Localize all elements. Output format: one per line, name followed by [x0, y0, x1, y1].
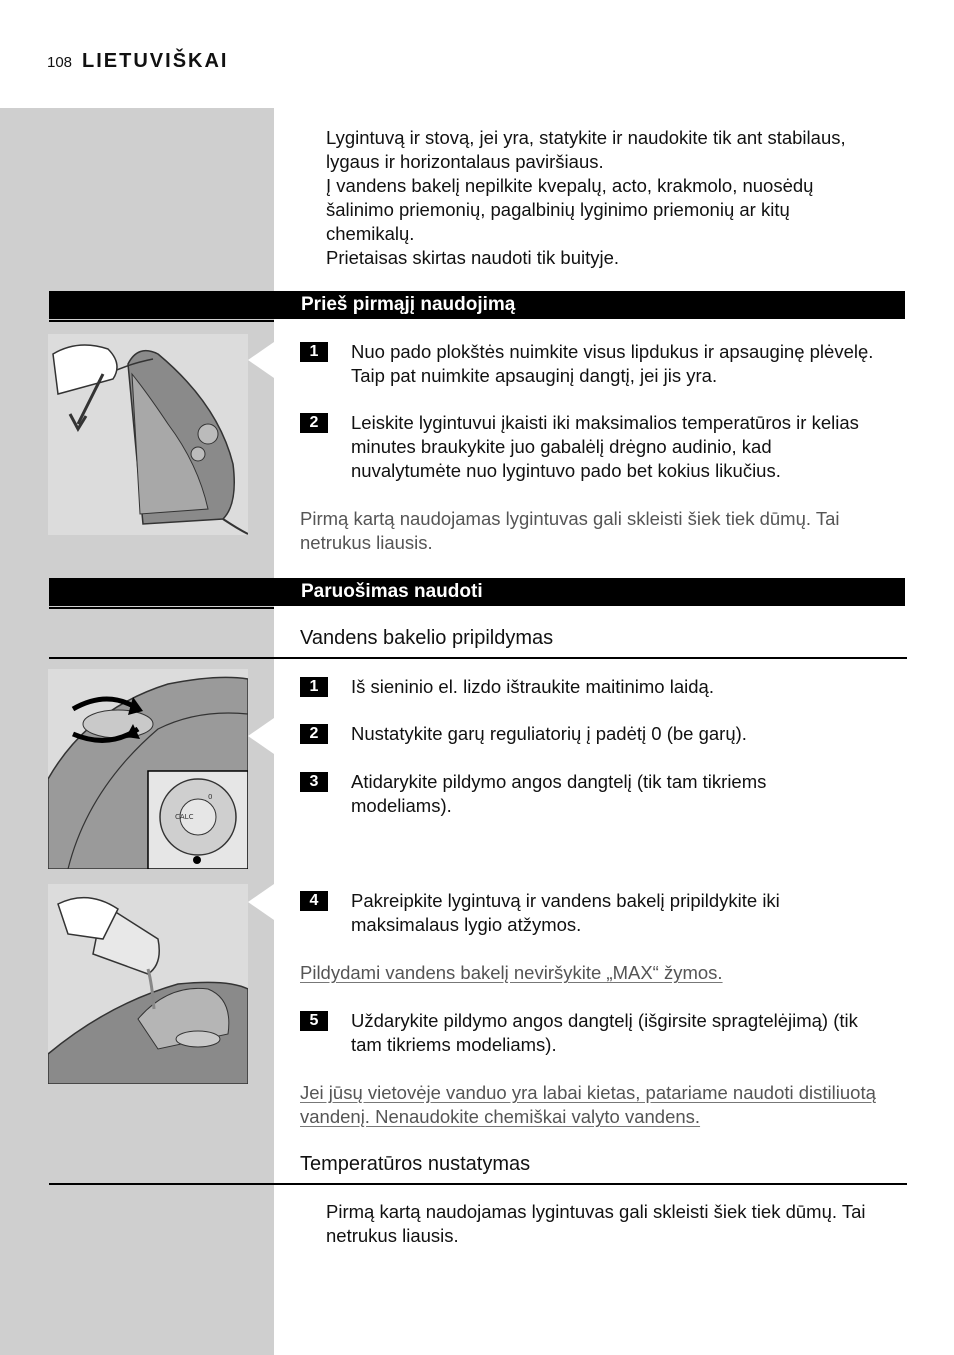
step-item: [300, 675, 906, 699]
step-line: Nustatykite garų reguliatorių į padėtį 0 (be garų).: [351, 723, 747, 744]
step-line: modeliams).: [351, 795, 452, 816]
step-number: 4: [300, 891, 328, 911]
step-text: [351, 1009, 906, 1057]
divider: [49, 1183, 907, 1185]
note-line: Jei jūsų vietovėje vanduo yra labai kietas, patariame naudoti distiliuotą: [300, 1082, 876, 1103]
step-line: Uždarykite pildymo angos dangtelį (išgirsite spragtelėjimą) (tik: [351, 1010, 858, 1031]
intro-text: [326, 126, 846, 270]
intro-line: lygaus ir horizontalaus paviršiaus.: [326, 151, 604, 172]
intro-line: Prietaisas skirtas naudoti tik buityje.: [326, 247, 620, 268]
final-note: [326, 1200, 865, 1248]
iron-fill-illustration: [48, 884, 248, 1084]
step-line: minutes braukykite juo gabalėlį drėgno audinio, kad: [351, 436, 772, 457]
step-line: Leiskite lygintuvui įkaisti iki maksimalios temperatūros ir kelias: [351, 412, 859, 433]
pointer-tab: [248, 342, 274, 378]
section-bar-before-first-use: [49, 291, 905, 319]
step-item: [300, 889, 906, 937]
illustration-remove-stickers: [48, 334, 248, 535]
note-hard-water: [300, 1081, 876, 1129]
step-line: Atidarykite pildymo angos dangtelį (tik tam tikriems: [351, 771, 767, 792]
warning-max-level: [300, 961, 723, 985]
iron-dial-illustration: [48, 669, 248, 869]
step-line: Nuo pado plokštės nuimkite visus lipdukus ir apsauginę plėvelę.: [351, 341, 874, 362]
pointer-tab: [248, 718, 274, 754]
step-line: Taip pat nuimkite apsauginį dangtį, jei jis yra.: [351, 365, 718, 386]
language-title: LIETUVIŠKAI: [82, 50, 229, 72]
intro-line: Lygintuvą ir stovą, jei yra, statykite ir naudokite tik ant stabilaus,: [326, 127, 846, 148]
dial-label-zero: 0: [208, 793, 213, 801]
section-title: Prieš pirmąjį naudojimą: [301, 294, 516, 315]
intro-line: šalinimo priemonių, pagalbinių lyginimo priemonių ar kitų: [326, 199, 790, 220]
divider: [49, 607, 274, 609]
note-line: Pirmą kartą naudojamas lygintuvas gali skleisti šiek tiek dūmų. Tai: [300, 508, 840, 529]
iron-sticker-illustration: [48, 334, 248, 535]
intro-line: chemikalų.: [326, 223, 415, 244]
step-item: [300, 411, 906, 483]
step-number: 2: [300, 413, 328, 433]
subheading-filling: Vandens bakelio pripildymas: [300, 627, 554, 649]
step-line: maksimalaus lygio atžymos.: [351, 914, 582, 935]
step-text: [351, 411, 906, 483]
divider: [49, 657, 907, 659]
step-number: 1: [300, 677, 328, 697]
step-number: 3: [300, 772, 328, 792]
dial-label-calc: CALC: [175, 813, 194, 821]
step-line: Pakreipkite lygintuvą ir vandens bakelį pripildykite iki: [351, 890, 780, 911]
step-text: [351, 340, 906, 388]
step-text: [351, 722, 906, 746]
step-item: [300, 770, 906, 818]
page-number: 108: [47, 54, 73, 71]
step-number: 2: [300, 724, 328, 744]
step-item: [300, 1009, 906, 1057]
note-smoke: [300, 507, 839, 555]
step-number: 5: [300, 1011, 328, 1031]
step-line: Iš sieninio el. lizdo ištraukite maitinimo laidą.: [351, 676, 714, 697]
warning-line: Pildydami vandens bakelį neviršykite „MAX“ žymos.: [300, 962, 723, 983]
step-text: [351, 889, 906, 937]
section-bar-preparing: [49, 578, 905, 606]
step-text: [351, 675, 906, 699]
divider: [49, 320, 274, 322]
step-text: [351, 770, 906, 818]
step-line: tam tikriems modeliams).: [351, 1034, 557, 1055]
note-line: netrukus liausis.: [326, 1225, 459, 1246]
step-item: [300, 340, 906, 388]
page-header: [47, 50, 228, 73]
pointer-tab: [248, 884, 274, 920]
note-line: netrukus liausis.: [300, 532, 433, 553]
step-number: 1: [300, 342, 328, 362]
illustration-filling-water: [48, 884, 248, 1084]
section-title: Paruošimas naudoti: [301, 581, 483, 602]
intro-line: Į vandens bakelį nepilkite kvepalų, acto, krakmolo, nuosėdų: [326, 175, 814, 196]
illustration-steam-dial: [48, 669, 248, 869]
note-line: vandenį. Nenaudokite chemiškai valyto vandens.: [300, 1106, 701, 1127]
subheading-temperature: Temperatūros nustatymas: [300, 1153, 531, 1175]
note-line: Pirmą kartą naudojamas lygintuvas gali skleisti šiek tiek dūmų. Tai: [326, 1201, 866, 1222]
step-line: nuvalytumėte nuo lygintuvo pado bet kokius likučius.: [351, 460, 781, 481]
step-item: [300, 722, 906, 746]
